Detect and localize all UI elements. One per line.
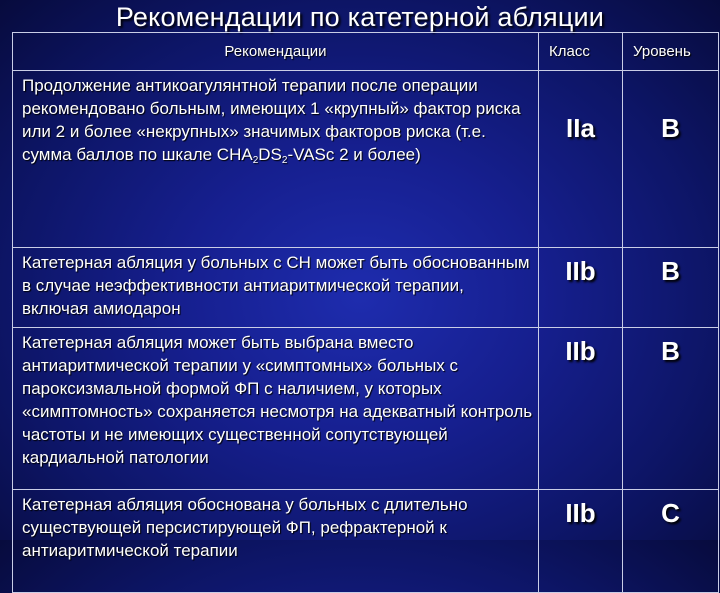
recommendation-text: Катетерная абляция обоснована у больных с длительно существующей персистирующей ФП, рефрактерной к антиаритмической терапии — [13, 490, 539, 593]
table-row — [13, 248, 719, 328]
slide-title: Рекомендации по катетерной абляции — [115, 2, 605, 32]
recommendation-text-main: Продолжение антикоагулянтной терапии после операции рекомендовано больным, имеющих 1 «крупный» фактор риска или 2 и более «некрупных» значимых факторов риска (т.е. сумма баллов по шкале CHA — [22, 76, 521, 164]
header-class: Класс — [539, 33, 623, 71]
recommendation-text: Катетерная абляция может быть выбрана вместо антиаритмической терапии у «симптомных» больных с пароксизмальной формой ФП с наличием, у которых «симптомность» сохраняется несмотря на адекватный контроль частоты и не имеющих существенной сопутствующей кардиальной патологии — [13, 328, 539, 490]
class-value: IIa — [539, 71, 623, 248]
recommendations-table — [12, 32, 719, 593]
class-value: IIb — [539, 248, 623, 328]
header-recommendations: Рекомендации — [13, 33, 539, 71]
subscript-2: 2 — [281, 155, 288, 166]
table-row — [13, 71, 719, 248]
level-value: B — [623, 248, 719, 328]
recommendation-text — [13, 71, 539, 248]
table-row — [13, 328, 719, 490]
table-row — [13, 490, 719, 593]
class-value: IIb — [539, 328, 623, 490]
level-value: B — [623, 71, 719, 248]
recommendation-text-end: -VASc 2 и более) — [287, 145, 421, 164]
recommendation-text-mid: DS — [258, 145, 282, 164]
subscript-2: 2 — [252, 155, 259, 166]
class-value: IIb — [539, 490, 623, 593]
table-header-row — [13, 33, 719, 71]
recommendation-text: Катетерная абляция у больных с СН может быть обоснованным в случае неэффективности антиаритмической терапии, включая амиодарон — [13, 248, 539, 328]
header-level: Уровень — [623, 33, 719, 71]
level-value: B — [623, 328, 719, 490]
level-value: C — [623, 490, 719, 593]
